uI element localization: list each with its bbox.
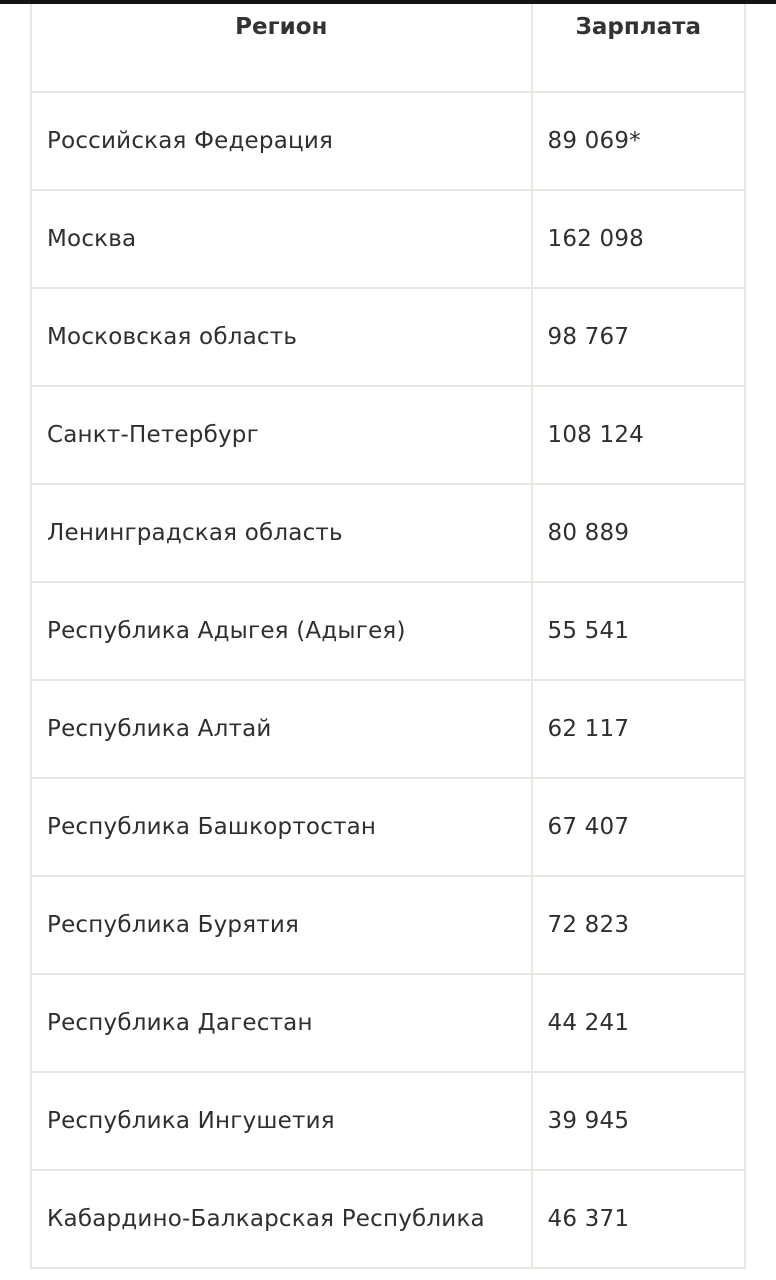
region-cell: Российская Федерация xyxy=(31,92,532,190)
table-row xyxy=(31,974,745,1072)
region-cell: Республика Башкортостан xyxy=(31,778,532,876)
salary-cell: 55 541 xyxy=(532,582,746,680)
region-cell: Республика Бурятия xyxy=(31,876,532,974)
salary-cell: 62 117 xyxy=(532,680,746,778)
table-row xyxy=(31,386,745,484)
region-cell: Республика Адыгея (Адыгея) xyxy=(31,582,532,680)
region-cell: Санкт-Петербург xyxy=(31,386,532,484)
table-row xyxy=(31,778,745,876)
salary-cell: 72 823 xyxy=(532,876,746,974)
table-row xyxy=(31,1170,745,1268)
salary-table xyxy=(30,4,746,1269)
salary-cell: 46 371 xyxy=(532,1170,746,1268)
salary-cell: 67 407 xyxy=(532,778,746,876)
table-row xyxy=(31,92,745,190)
salary-cell: 108 124 xyxy=(532,386,746,484)
table-row xyxy=(31,1072,745,1170)
table-row xyxy=(31,190,745,288)
salary-cell: 89 069* xyxy=(532,92,746,190)
salary-cell: 44 241 xyxy=(532,974,746,1072)
table-row xyxy=(31,288,745,386)
salary-cell: 98 767 xyxy=(532,288,746,386)
region-cell: Республика Ингушетия xyxy=(31,1072,532,1170)
table-row xyxy=(31,582,745,680)
region-cell: Ленинградская область xyxy=(31,484,532,582)
region-cell: Кабардино-Балкарская Республика xyxy=(31,1170,532,1268)
salary-cell: 80 889 xyxy=(532,484,746,582)
region-cell: Республика Алтай xyxy=(31,680,532,778)
table-row xyxy=(31,680,745,778)
region-cell: Республика Дагестан xyxy=(31,974,532,1072)
table-row xyxy=(31,484,745,582)
table-header-row xyxy=(31,4,745,92)
table-row xyxy=(31,876,745,974)
header-region: Регион xyxy=(31,4,532,92)
salary-cell: 162 098 xyxy=(532,190,746,288)
salary-cell: 39 945 xyxy=(532,1072,746,1170)
header-salary: Зарплата xyxy=(532,4,746,92)
region-cell: Московская область xyxy=(31,288,532,386)
region-cell: Москва xyxy=(31,190,532,288)
